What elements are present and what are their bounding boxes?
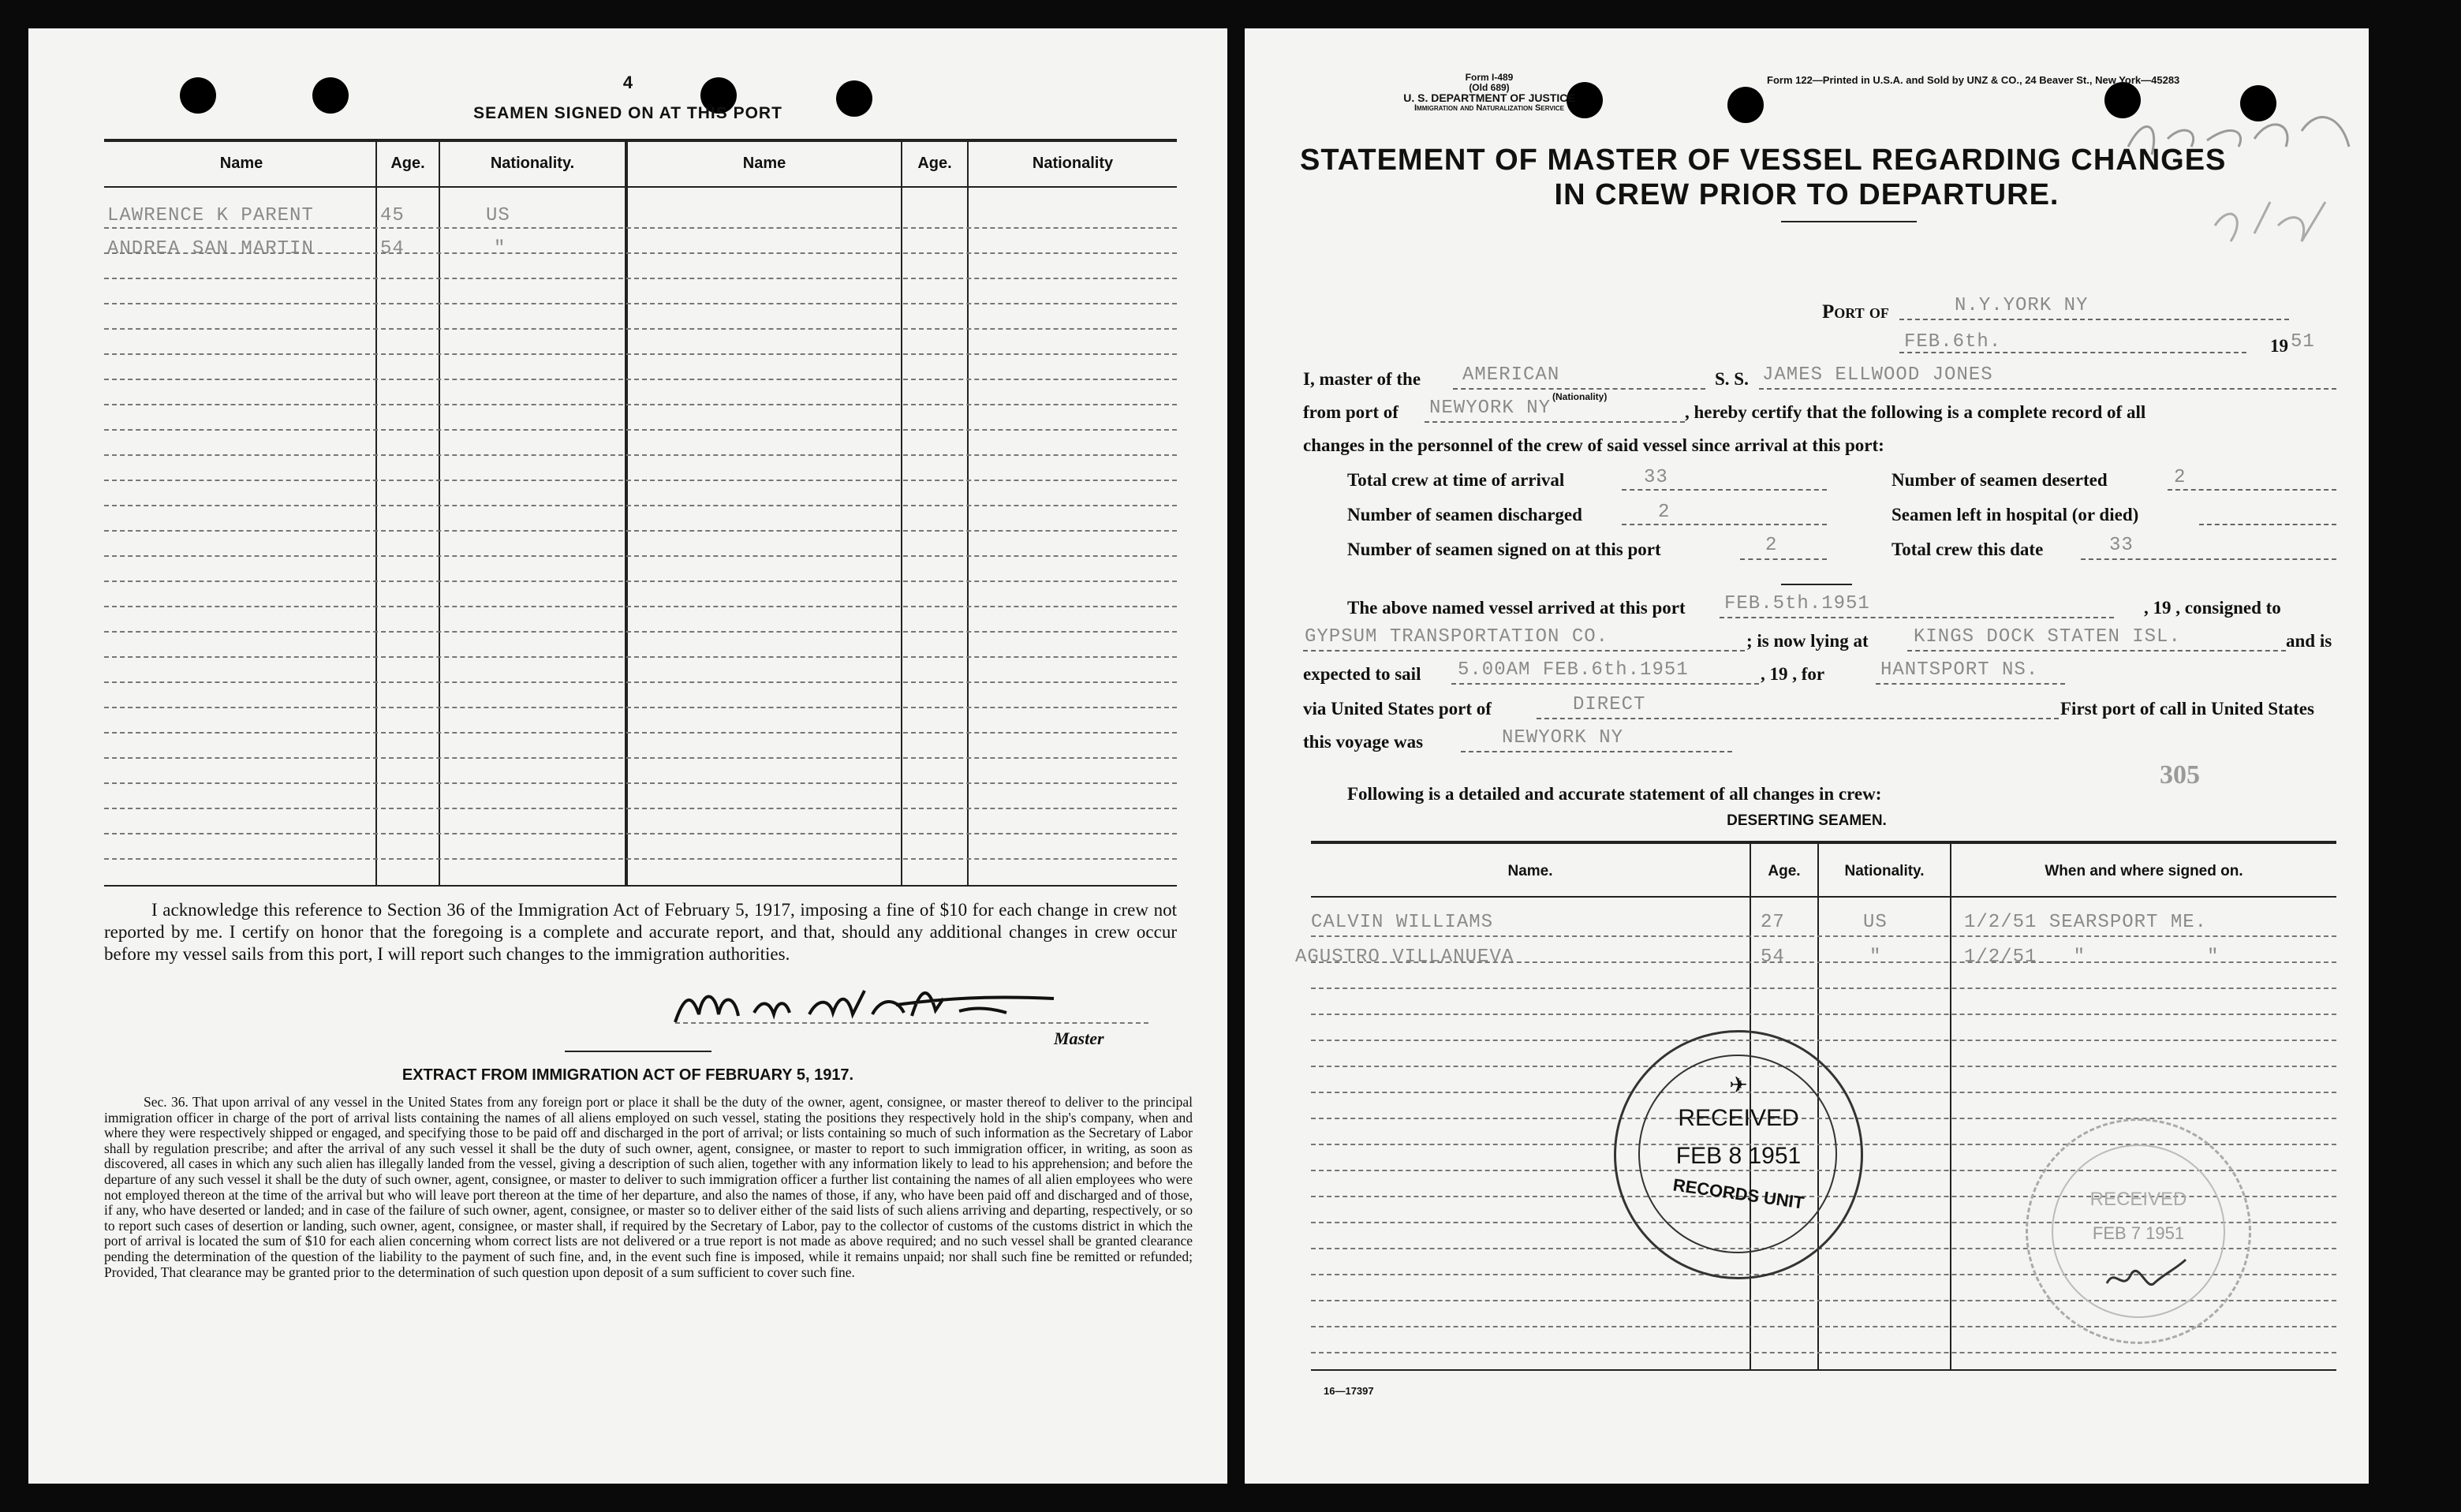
ruled-line [104,631,1177,633]
title-line-1: STATEMENT OF MASTER OF VESSEL REGARDING CHANGES [1300,144,2227,177]
right-page [1245,28,2369,1484]
master-label: Master [1054,1029,1104,1048]
row-name: ANDREA SAN MARTIN [107,238,314,259]
deserted-value: 2 [2174,467,2187,488]
total-crew-date-label: Total crew this date [1891,539,2044,559]
ruled-line [104,227,1177,229]
desert-row-when: 1/2/51 SEARSPORT ME. [1964,912,2208,933]
desert-col-nationality: Nationality. [1844,863,1925,879]
port-of-label: Port of [1822,301,1889,323]
col-header-name-2: Name [742,155,786,172]
ruled-line [104,858,1177,860]
deserted-label: Number of seamen deserted [1891,470,2108,490]
nationality-value: AMERICAN [1462,364,1560,386]
ruled-line [104,732,1177,734]
title-underline [1781,221,1917,222]
form-header [1402,73,1576,114]
expected-value: 5.00AM FEB.6th.1951 [1458,659,1689,681]
via-field [1537,718,2059,719]
vessel-field [1759,388,2336,390]
ruled-line [104,252,1177,254]
col-header-age-2: Age. [917,155,952,172]
col-header-age: Age. [390,155,425,172]
table-top-rule [104,139,1177,142]
desert-row-nationality: " [1869,946,1882,968]
punch-hole [1727,87,1764,123]
signed-on-value: 2 [1765,535,1778,556]
received-stamp-line3: RECORDS UNIT [1671,1174,1806,1213]
voyage-field [1461,751,1732,752]
desert-col-name: Name. [1507,863,1553,879]
stamp-initials [2099,1252,2194,1307]
desert-row-name: AGUSTRO VILLANUEVA [1295,946,1514,968]
master-of-label: I, master of the [1303,369,1421,389]
hospital-label: Seamen left in hospital (or died) [1891,505,2139,525]
ruled-line [104,353,1177,355]
ruled-line [104,303,1177,304]
from-port-label: from port of [1303,402,1399,422]
row-nationality: " [494,238,506,259]
voyage-value: NEWYORK NY [1502,727,1624,749]
nationality-caption: (Nationality) [1552,391,1608,402]
year-value: 51 [2291,331,2315,353]
deserting-title: DESERTING SEAMEN. [1727,812,1887,829]
port-of-field [1899,319,2289,320]
stamp-number: 305 [2160,760,2200,790]
desert-col-age: Age. [1768,863,1801,879]
divider [1781,584,1852,585]
expected-label: expected to sail [1303,664,1421,684]
col-header-nationality: Nationality. [490,155,575,172]
row-age: 45 [380,205,405,226]
arrived-field [1720,617,2114,618]
received-stamp-line1: RECEIVED [1678,1105,1799,1131]
received-stamp-faint [2026,1118,2251,1344]
printer-note: Form 122—Printed in U.S.A. and Sold by UNZ & CO., 24 Beaver St., New York—45283 [1767,74,2180,86]
col-header-nationality-2: Nationality [1032,155,1114,172]
date-value: FEB.6th. [1904,331,2002,353]
following-text: Following is a detailed and accurate statement of all changes in crew: [1347,784,1882,804]
changes-text: changes in the personnel of the crew of said vessel since arrival at this port: [1303,435,1884,455]
received-stamp2-line1: RECEIVED [2089,1189,2187,1210]
row-nationality: US [486,205,510,226]
signature-line [675,1022,1148,1024]
col-header-name: Name [219,155,263,172]
port-of-value: N.Y.YORK NY [1955,295,2089,316]
arrived-value: FEB.5th.1951 [1724,593,1870,614]
total-crew-arrival-value: 33 [1644,467,1668,488]
consignee-value: GYPSUM TRANSPORTATION CO. [1305,626,1609,648]
ruled-line [104,606,1177,607]
ruled-line [1311,961,2336,963]
discharged-field [1622,524,1827,525]
ruled-line [104,681,1177,683]
ruled-line [104,379,1177,380]
expected-field [1451,683,1759,685]
divider [565,1051,711,1052]
section-title: SEAMEN SIGNED ON AT THIS PORT [473,104,782,122]
desert-table-header-rule [1311,896,2336,898]
vessel-value: JAMES ELLWOOD JONES [1762,364,1993,386]
total-crew-arrival-field [1622,489,1827,491]
for-value: HANTSPORT NS. [1880,659,2039,681]
footer-code: 16—17397 [1324,1385,1374,1397]
desert-row-name: CALVIN WILLIAMS [1311,912,1494,933]
department: U. S. DEPARTMENT OF JUSTICE [1403,91,1575,104]
total-crew-arrival-label: Total crew at time of arrival [1347,470,1565,490]
ruled-line [104,555,1177,557]
ruled-line [1311,987,2336,989]
received-stamp-line2: FEB 8 1951 [1675,1143,1802,1169]
received-stamp2-line2: FEB 7 1951 [2092,1223,2185,1243]
ruled-line [104,581,1177,582]
desert-row-age: 27 [1761,912,1785,933]
ruled-line [104,429,1177,431]
ruled-line [1311,935,2336,937]
received-stamp [1614,1030,1863,1279]
acknowledgement-text: I acknowledge this reference to Section 36 of the Immigration Act of February 5, 1917, imposing a fine of $10 for each change in crew not reported by me. I certify on honor that the foregoing is a complete and accurate report, and that, should any additional changes in crew occur before my vessel sails from this port, I will report such changes to the immigration authorities. [104,900,1177,964]
desert-col-when: When and where signed on. [2045,863,2243,879]
consignee-field [1303,650,1745,651]
master-signature [659,967,1070,1038]
lying-field [1907,650,2286,651]
first-port-label: First port of call in United States [2060,699,2314,719]
nationality-field [1453,388,1705,390]
ruled-line [104,505,1177,506]
consigned-label: , 19 , consigned to [2144,598,2281,618]
deserted-field [2168,489,2336,491]
voyage-label: this voyage was [1303,732,1424,752]
page-number: 4 [622,73,633,92]
desert-row-when: 1/2/51 " " [1964,946,2220,968]
column-divider [1950,844,1951,1369]
desert-table-bottom-rule [1311,1369,2336,1371]
signed-on-field [1740,558,1827,560]
ruled-line [1311,1040,2336,1041]
airplane-icon: ✈ [1729,1073,1748,1098]
ruled-line [104,707,1177,708]
from-port-value: NEWYORK NY [1429,398,1552,419]
via-label: via United States port of [1303,699,1492,719]
from-port-field [1425,421,1685,423]
extract-title: EXTRACT FROM IMMIGRATION ACT OF FEBRUARY 5, 1917. [401,1066,854,1084]
lying-label: ; is now lying at [1746,631,1869,651]
ruled-line [104,530,1177,532]
ruled-line [104,480,1177,481]
ss-label: S. S. [1715,369,1749,389]
year-prefix: 19 [2270,336,2288,356]
row-name: LAWRENCE K PARENT [107,205,314,226]
ruled-line [104,656,1177,658]
arrived-label: The above named vessel arrived at this port [1347,598,1686,618]
ruled-line [1311,1352,2336,1353]
certify-text: , hereby certify that the following is a complete record of all [1685,402,2146,422]
total-crew-date-value: 33 [2109,535,2134,556]
desert-row-age: 54 [1761,946,1785,968]
table-header-rule [104,186,1177,188]
form-number: Form I-489 [1465,72,1514,83]
left-page [28,28,1227,1484]
desert-table-top-rule [1311,841,2336,844]
for-field [1876,683,2065,685]
ruled-line [104,454,1177,456]
lying-value: KINGS DOCK STATEN ISL. [1914,626,2181,648]
table-bottom-rule [104,885,1177,887]
total-crew-date-field [2081,558,2336,560]
extract-text: Sec. 36. That upon arrival of any vessel in the United States from any foreign port or place it shall be the duty of the owner, agent, consignee, or master thereof to deliver to the principal immigration officer in charge of the port of arrival lists containing the names of all aliens employed on such vessel, stating the positions they respectively hold in the ship's company, when and where they were respectively shipped or engaged, and specifying those to be paid off and discharged in the port of arrival; or lists containing so much of such information as the Secretary of Labor shall by regulation prescribe; and after the arrival of any such vessel it shall be the duty of such owner, agent, consignee, or master to report to such immigration officer, in writing, as soon as discovered, all cases in which any such alien has illegally landed from the vessel, giving a description of such alien, together with any information likely to lead to his apprehension; and before the departure of any such vessel it shall be the duty of such owner, agent, consignee, or master to deliver to such immigration officer a further list containing the names of all alien employees who were not employed thereon at the time of the arrival but who will leave port thereon at the time of her departure, and also the names of those, if any, who have been paid off and discharged and of those, if any, who have deserted or landed; and in case of the failure of such owner, agent, consignee, or master so to deliver either of the said lists of such aliens arriving and departing, respectively, or so to report such cases of desertion or landing, such owner, agent, consignee, or master shall, if required by the Secretary of Labor, pay to the collector of customs of the customs district in which the port of arrival is located the sum of $10 for each alien concerning whom correct lists are not delivered or a true report is not made as above required; and no such vessel shall be granted clearance pending the determination of the question of the liability to the payment of such fine, and, in the event such fine is imposed, while it remains unpaid; nor shall such fine be remitted or refunded; Provided, That clearance may be granted prior to the determination of such question upon deposit of a sum sufficient to cover such fine. [104,1094,1193,1280]
service: Immigration and Naturalization Service [1413,103,1564,113]
signed-on-label: Number of seamen signed on at this port [1347,539,1661,559]
discharged-value: 2 [1658,502,1671,523]
ruled-line [104,782,1177,784]
old-form-number: (Old 689) [1469,82,1510,93]
for-label: , 19 , for [1761,664,1825,684]
ruled-line [104,833,1177,834]
ruled-line [104,404,1177,405]
title-line-2: IN CREW PRIOR TO DEPARTURE. [1554,178,2060,211]
ruled-line [104,278,1177,279]
ruled-line [104,328,1177,330]
ruled-line [104,808,1177,809]
row-age: 54 [380,238,405,259]
hospital-field [2199,524,2336,525]
ruled-line [1311,1014,2336,1015]
and-is: and is [2286,631,2332,651]
discharged-label: Number of seamen discharged [1347,505,1582,525]
via-value: DIRECT [1573,694,1646,715]
desert-row-nationality: US [1863,912,1888,933]
ruled-line [104,757,1177,759]
